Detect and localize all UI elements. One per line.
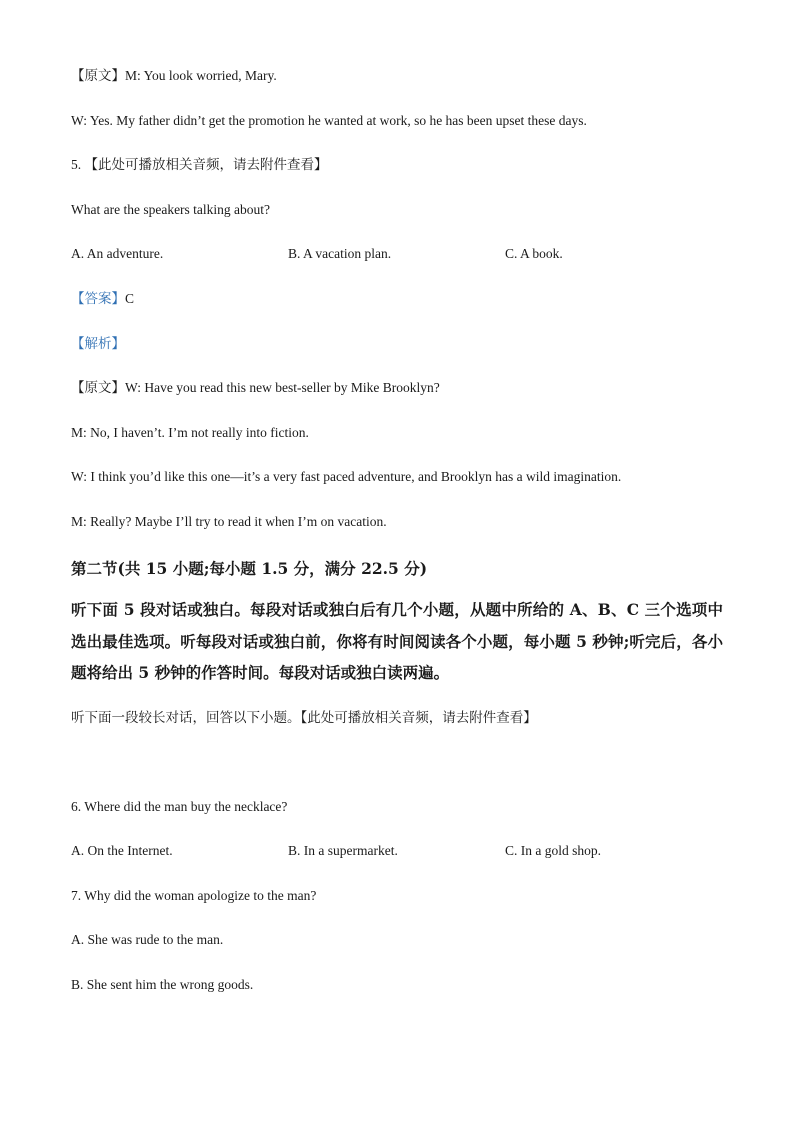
transcript-line: M: No, I haven’t. I’m not really into fiction. [71, 425, 309, 440]
option-a: A. An adventure. [71, 246, 164, 261]
transcript-line [71, 380, 440, 396]
transcript-line: M: Really? Maybe I’ll try to read it when I’m on vacation. [71, 514, 387, 529]
question-number: 5. [71, 157, 82, 172]
transcript-text: M: You look worried, Mary. [125, 68, 277, 83]
answer-value: C [125, 291, 135, 306]
section-instructions: 听下面 5 段对话或独白。每段对话或独白后有几个小题，从题中所给的 A、B、C 三个选项中选出最佳选项。听每段对话或独白前，你将有时间阅读各个小题，每小题 5 秒钟;听完后，各小题将给出 5 秒钟的作答时间。每段对话或独白读两遍。 [71, 600, 723, 682]
question-7-text: 7. Why did the woman apologize to the man? [71, 888, 317, 903]
option-a: A. She was rude to the man. [71, 932, 224, 947]
transcript-tag: 【原文】 [71, 380, 125, 395]
section-title: 第二节(共 15 小题;每小题 1.5 分，满分 22.5 分) [71, 559, 428, 578]
option-c: C. In a gold shop. [505, 843, 601, 858]
answer-line [71, 291, 134, 307]
option-b: B. She sent him the wrong goods. [71, 977, 254, 992]
transcript-text: W: Have you read this new best-seller by Mike Brooklyn? [125, 380, 440, 395]
analysis-tag: 【解析】 [71, 336, 125, 351]
dialogue-intro: 听下面一段较长对话，回答以下小题。【此处可播放相关音频，请去附件查看】 [71, 710, 537, 725]
question-6-text: 6. Where did the man buy the necklace? [71, 799, 288, 814]
option-b: B. In a supermarket. [288, 843, 398, 858]
transcript-tag: 【原文】 [71, 68, 125, 83]
transcript-line: W: I think you’d like this one—it’s a very fast paced adventure, and Brooklyn has a wild imagination. [71, 469, 622, 484]
option-c: C. A book. [505, 246, 563, 261]
option-b: B. A vacation plan. [288, 246, 392, 261]
question-5-header [71, 157, 328, 173]
transcript-line: W: Yes. My father didn’t get the promotion he wanted at work, so he has been upset these days. [71, 113, 587, 128]
question-5-text: What are the speakers talking about? [71, 202, 271, 217]
answer-tag: 【答案】 [71, 291, 125, 306]
transcript-line [71, 68, 277, 84]
option-a: A. On the Internet. [71, 843, 173, 858]
audio-placeholder: 【此处可播放相关音频，请去附件查看】 [84, 157, 328, 172]
